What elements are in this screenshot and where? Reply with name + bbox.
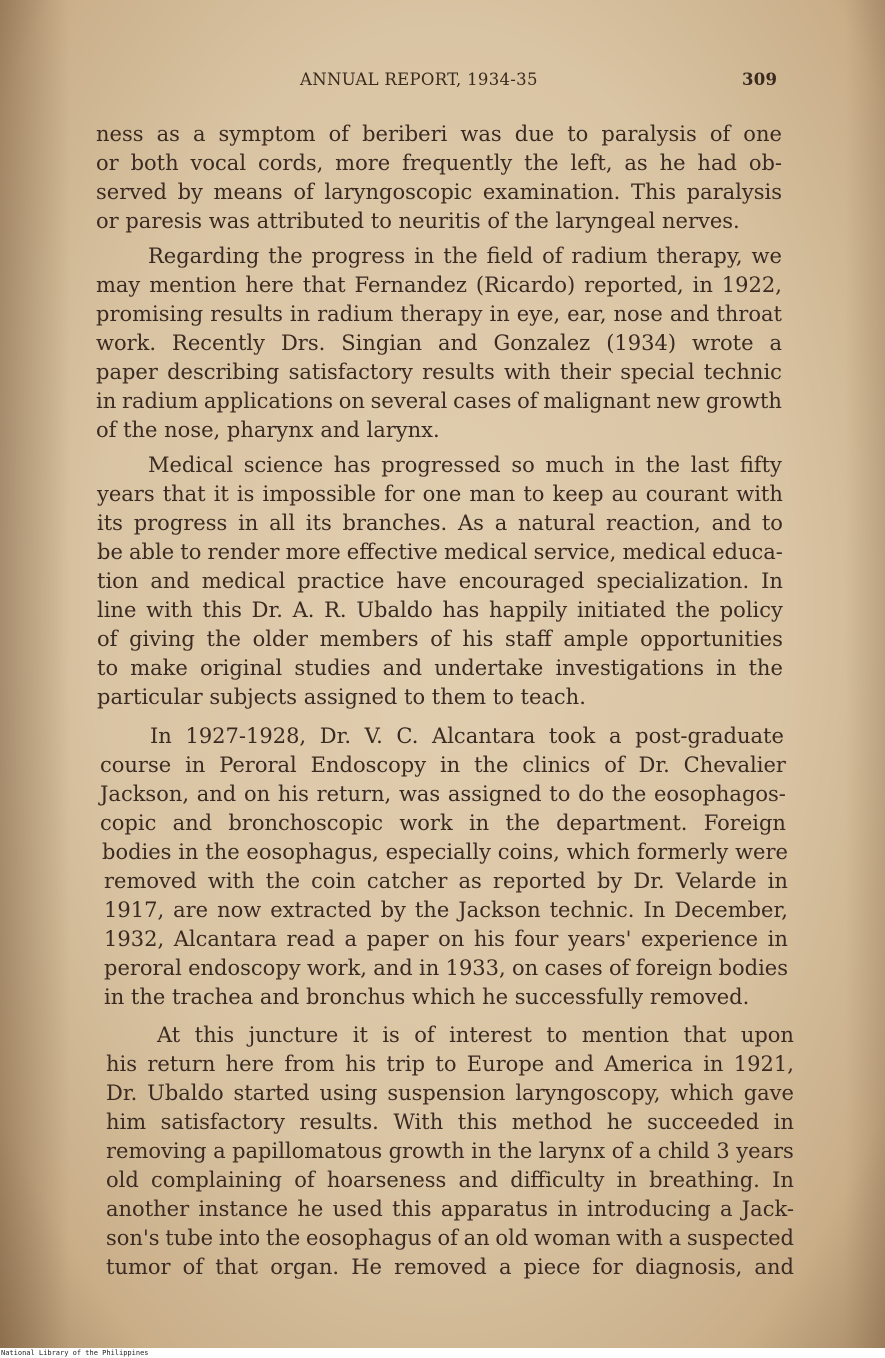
- text-line: Medical science has progressed so much in the last fifty: [148, 453, 782, 477]
- text-line: Regarding the progress in the field of radium therapy, we: [148, 244, 782, 268]
- text-line: Dr. Ubaldo started using suspension laryngoscopy, which gave: [106, 1081, 794, 1105]
- text-line: years that it is impossible for one man to keep au courant with: [97, 482, 783, 506]
- text-line: his return here from his trip to Europe and America in 1921,: [106, 1052, 794, 1076]
- text-line: its progress in all its branches. As a natural reaction, and to: [97, 511, 783, 535]
- text-line: of the nose, pharynx and larynx.: [96, 418, 440, 442]
- text-line: son's tube into the eosophagus of an old woman with a suspected: [106, 1226, 794, 1250]
- text-line: of giving the older members of his staff ample opportunities: [97, 627, 783, 651]
- text-line: may mention here that Fernandez (Ricardo) reported, in 1922,: [96, 273, 782, 297]
- text-line: him satisfactory results. With this method he succeeded in: [106, 1110, 794, 1134]
- text-line: to make original studies and undertake investigations in the: [97, 656, 783, 680]
- text-line: tumor of that organ. He removed a piece for diagnosis, and: [106, 1255, 794, 1279]
- text-line: served by means of laryngoscopic examination. This paralysis: [96, 180, 782, 204]
- text-line: removing a papillomatous growth in the larynx of a child 3 years: [106, 1139, 794, 1163]
- text-line: promising results in radium therapy in eye, ear, nose and throat: [96, 302, 782, 326]
- text-line: ness as a symptom of beriberi was due to paralysis of one: [96, 122, 782, 146]
- text-line: paper describing satisfactory results with their special technic: [96, 360, 782, 384]
- text-line: At this juncture it is of interest to mention that upon: [157, 1023, 794, 1047]
- header-title: ANNUAL REPORT, 1934-35: [300, 70, 538, 89]
- text-line: bodies in the eosophagus, especially coins, which formerly were: [102, 840, 788, 864]
- text-line: be able to render more effective medical service, medical educa-: [97, 540, 783, 564]
- text-line: another instance he used this apparatus in introducing a Jack-: [106, 1197, 794, 1221]
- text-line: peroral endoscopy work, and in 1933, on cases of foreign bodies: [104, 956, 788, 980]
- text-line: In 1927-1928, Dr. V. C. Alcantara took a post-graduate: [150, 724, 784, 748]
- text-line: removed with the coin catcher as reported by Dr. Velarde in: [104, 869, 788, 893]
- text-line: or paresis was attributed to neuritis of the laryngeal nerves.: [96, 209, 740, 233]
- text-line: copic and bronchoscopic work in the department. Foreign: [100, 811, 786, 835]
- library-footer: National Library of the Philippines: [1, 1349, 149, 1357]
- text-line: 1932, Alcantara read a paper on his four years' experience in: [104, 927, 788, 951]
- text-line: old complaining of hoarseness and difficulty in breathing. In: [106, 1168, 794, 1192]
- text-line: 1917, are now extracted by the Jackson technic. In December,: [104, 898, 788, 922]
- text-line: Jackson, and on his return, was assigned to do the eosophagos-: [100, 782, 786, 806]
- text-line: in radium applications on several cases of malignant new growth: [96, 389, 782, 413]
- text-line: course in Peroral Endoscopy in the clinics of Dr. Chevalier: [100, 753, 786, 777]
- text-line: work. Recently Drs. Singian and Gonzalez (1934) wrote a: [96, 331, 782, 355]
- page-number: 309: [742, 70, 778, 89]
- text-line: particular subjects assigned to them to teach.: [97, 685, 586, 709]
- text-line: or both vocal cords, more frequently the left, as he had ob-: [96, 151, 782, 175]
- text-line: line with this Dr. A. R. Ubaldo has happily initiated the policy: [97, 598, 783, 622]
- text-line: tion and medical practice have encouraged specialization. In: [97, 569, 783, 593]
- text-line: in the trachea and bronchus which he successfully removed.: [104, 985, 750, 1009]
